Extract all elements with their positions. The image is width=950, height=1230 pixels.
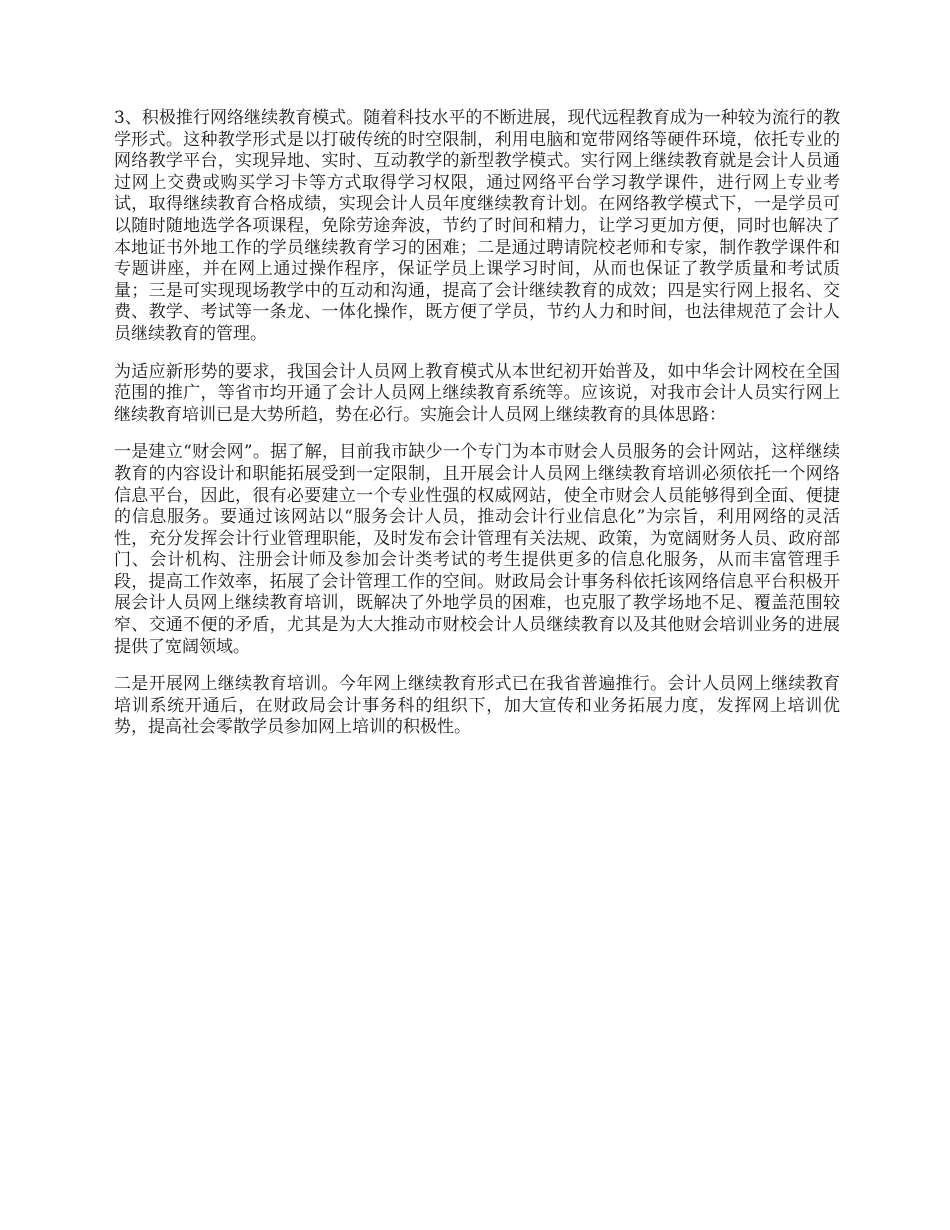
paragraph-build-finance-website: 一是建立“财会网”。据了解，目前我市缺少一个专门为本市财会人员服务的会计网站，这样继续教育的内容设计和职能拓展受到一定限制，且开展会计人员网上继续教育培训必须依托一个网络信息平台，因此，很有必要建立一个专业性强的权威网站，使全市财会人员能够得到全面、便捷的信息服务。要通过该网站以“服务会计人员，推动会计行业信息化”为宗旨，利用网络的灵活性，充分发挥会计行业管理职能，及时发布会计管理有关法规、政策，为宽阔财务人员、政府部门、会计机构、注册会计师及参加会计类考试的考生提供更多的信息化服务，从而丰富管理手段，提高工作效率，拓展了会计管理工作的空间。财政局会计事务科依托该网络信息平台积极开展会计人员网上继续教育培训，既解决了外地学员的困难，也克服了教学场地不足、覆盖范围较窄、交通不便的矛盾，尤其是为大大推动市财校会计人员继续教育以及其他财会培训业务的进展提供了宽阔领域。	[114, 442, 840, 657]
paragraph-new-situation: 为适应新形势的要求，我国会计人员网上教育模式从本世纪初开始普及，如中华会计网校在全国范围的推广，等省市均开通了会计人员网上继续教育系统等。应该说，对我市会计人员实行网上继续教育培训已是大势所趋，势在必行。实施会计人员网上继续教育的具体思路：	[114, 361, 840, 425]
paragraph-online-education-model: 3、积极推行网络继续教育模式。随着科技水平的不断进展，现代远程教育成为一种较为流行的教学形式。这种教学形式是以打破传统的时空限制，利用电脑和宽带网络等硬件环境，依托专业的网络教学平台，实现异地、实时、互动教学的新型教学模式。实行网上继续教育就是会计人员通过网上交费或购买学习卡等方式取得学习权限，通过网络平台学习教学课件，进行网上专业考试，取得继续教育合格成绩，实现会计人员年度继续教育计划。在网络教学模式下，一是学员可以随时随地选学各项课程，免除劳途奔波，节约了时间和精力，让学习更加方便，同时也解决了本地证书外地工作的学员继续教育学习的困难；二是通过聘请院校老师和专家，制作教学课件和专题讲座，并在网上通过操作程序，保证学员上课学习时间，从而也保证了教学质量和考试质量；三是可实现现场教学中的互动和沟通，提高了会计继续教育的成效；四是实行网上报名、交费、教学、考试等一条龙、一体化操作，既方便了学员，节约人力和时间，也法律规范了会计人员继续教育的管理。	[114, 108, 840, 344]
paragraph-online-training: 二是开展网上继续教育培训。今年网上继续教育形式已在我省普遍推行。会计人员网上继续教育培训系统开通后，在财政局会计事务科的组织下，加大宣传和业务拓展力度，发挥网上培训优势，提高社会零散学员参加网上培训的积极性。	[114, 674, 840, 738]
